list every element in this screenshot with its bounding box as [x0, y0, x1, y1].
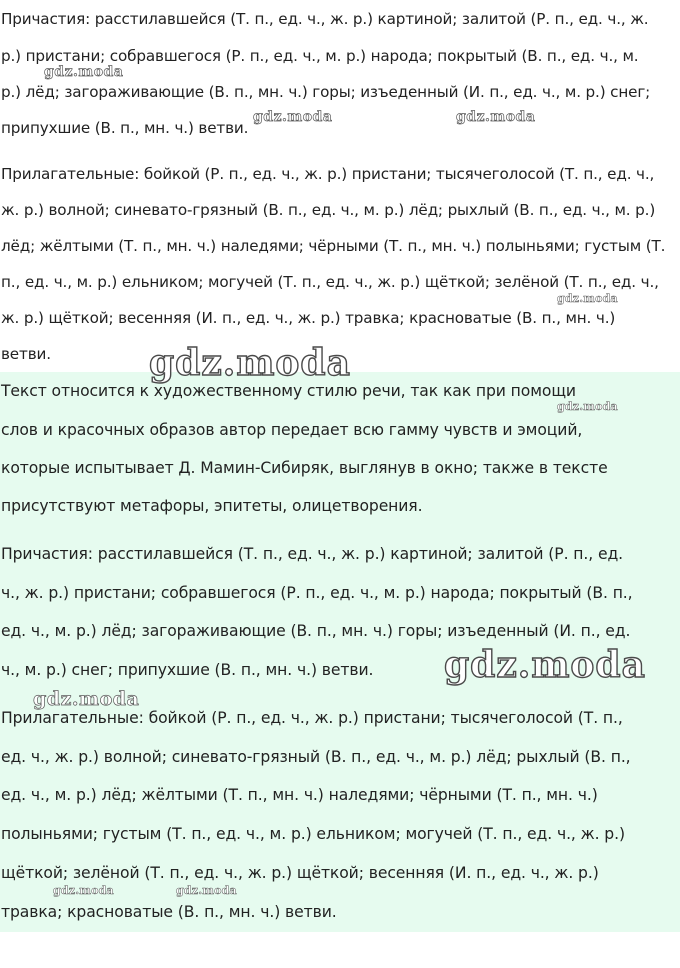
watermark-logo: gdz.moda	[176, 884, 237, 897]
text-line: Причастия: расстилавшейся (Т. п., ед. ч., ж. р.) картиной; залитой (Р. п., ед.	[1, 545, 624, 563]
text-line: р.) пристани; собравшегося (Р. п., ед. ч., м. р.) народа; покрытый (В. п., ед. ч., м.	[1, 47, 639, 65]
watermark-logo: gdz.moda	[456, 109, 536, 125]
text-line: которые испытывает Д. Мамин-Сибиряк, выглянув в окно; также в тексте	[1, 459, 608, 477]
text-line: ч., м. р.) снег; припухшие (В. п., мн. ч.) ветви.	[1, 661, 374, 679]
watermark-logo: gdz.moda	[444, 644, 646, 686]
text-line: ед. ч., м. р.) лёд; загораживающие (В. п., мн. ч.) горы; изъеденный (И. п., ед.	[1, 622, 631, 640]
watermark-logo: gdz.moda	[149, 342, 351, 384]
text-line: р.) лёд; загораживающие (В. п., мн. ч.) горы; изъеденный (И. п., ед. ч., м. р.) снег;	[1, 83, 651, 101]
text-line: ж. р.) волной; синевато-грязный (В. п., ед. ч., м. р.) лёд; рыхлый (В. п., ед. ч., м. р.)	[1, 201, 656, 219]
text-line: лёд; жёлтыми (Т. п., мн. ч.) наледями; чёрными (Т. п., мн. ч.) полыньями; густым (Т.	[1, 237, 666, 255]
text-line: Прилагательные: бойкой (Р. п., ед. ч., ж. р.) пристани; тысячеголосой (Т. п., ед. ч.,	[1, 165, 655, 183]
text-line: щёткой; зелёной (Т. п., ед. ч., ж. р.) щёткой; весенняя (И. п., ед. ч., ж. р.)	[1, 864, 599, 882]
text-line: Причастия: расстилавшейся (Т. п., ед. ч., ж. р.) картиной; залитой (Р. п., ед. ч., ж.	[1, 10, 649, 28]
watermark-logo: gdz.moda	[44, 64, 124, 80]
text-line: ед. ч., ж. р.) волной; синевато-грязный (В. п., ед. ч., м. р.) лёд; рыхлый (В. п.,	[1, 748, 631, 766]
text-line: ветви.	[1, 345, 51, 363]
watermark-logo: gdz.moda	[253, 109, 333, 125]
watermark-logo: gdz.moda	[53, 884, 114, 897]
watermark-logo: gdz.moda	[557, 400, 618, 413]
text-line: Текст относится к художественному стилю речи, так как при помощи	[1, 382, 576, 400]
text-line: травка; красноватые (В. п., мн. ч.) ветви.	[1, 903, 337, 921]
text-line: ч., ж. р.) пристани; собравшегося (Р. п., ед. ч., м. р.) народа; покрытый (В. п.,	[1, 584, 633, 602]
text-line: п., ед. ч., м. р.) ельником; могучей (Т. п., ед. ч., ж. р.) щёткой; зелёной (Т. п., ед. ч.,	[1, 273, 659, 291]
text-line: Прилагательные: бойкой (Р. п., ед. ч., ж. р.) пристани; тысячеголосой (Т. п.,	[1, 709, 623, 727]
text-line: ж. р.) щёткой; весенняя (И. п., ед. ч., ж. р.) травка; красноватые (В. п., мн. ч.)	[1, 309, 616, 327]
watermark-logo: gdz.moda	[557, 292, 618, 305]
text-line: ед. ч., м. р.) лёд; жёлтыми (Т. п., мн. ч.) наледями; чёрными (Т. п., мн. ч.)	[1, 786, 598, 804]
text-line: полыньями; густым (Т. п., ед. ч., м. р.) ельником; могучей (Т. п., ед. ч., ж. р.)	[1, 825, 625, 843]
watermark-logo: gdz.moda	[33, 688, 140, 710]
text-line: присутствуют метафоры, эпитеты, олицетворения.	[1, 497, 423, 515]
text-line: припухшие (В. п., мн. ч.) ветви.	[1, 119, 249, 137]
text-line: слов и красочных образов автор передает всю гамму чувств и эмоций,	[1, 421, 583, 439]
